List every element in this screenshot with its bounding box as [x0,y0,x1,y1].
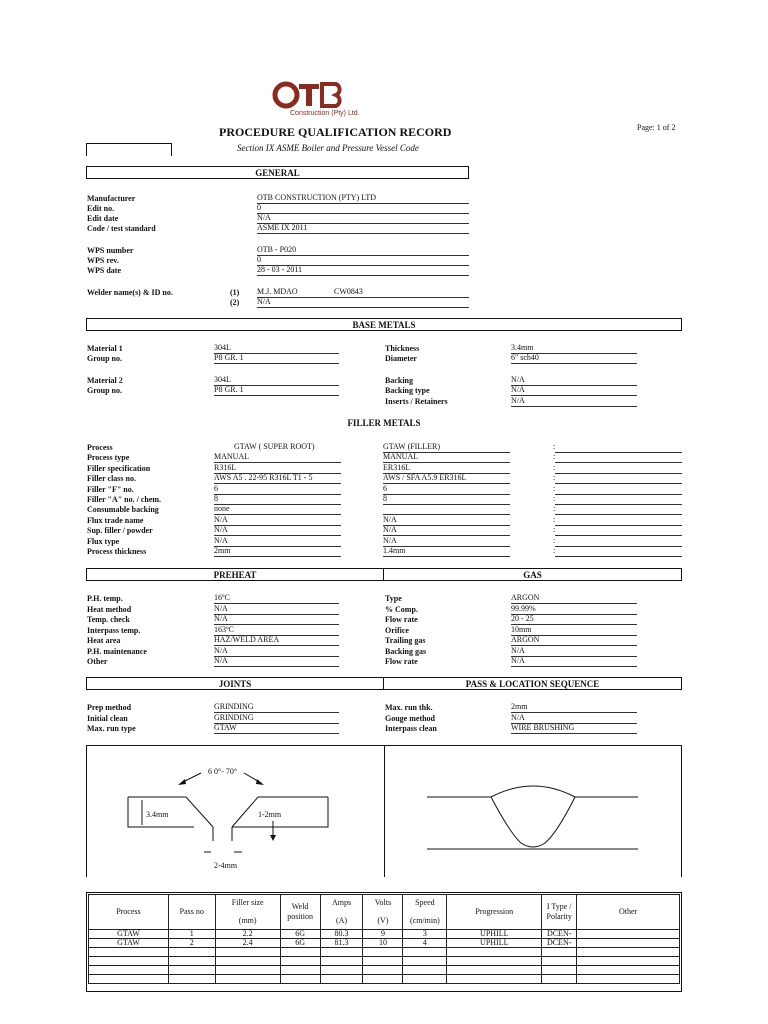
table-cell [403,966,447,975]
table-cell [577,930,680,939]
table-cell [168,957,215,966]
filler-value-1: 2mm [214,546,341,557]
table-cell: 80.3 [320,930,363,939]
base-metal-value: 304L [214,375,339,386]
filler-value-2: N/A [383,515,510,526]
filler-value-2 [383,504,510,515]
table-row [89,957,680,966]
general-label: WPS rev. [87,256,119,265]
table-cell [363,975,403,984]
base-metal-right-label: Diameter [385,354,417,363]
joint-label: Max. run type [87,724,136,733]
joint-prep-drawing [86,745,384,877]
welder2-name: N/A [257,297,469,308]
filler-value-2: N/A [383,525,510,536]
base-metal-label: Material 1 [87,344,123,353]
filler-value-2: GTAW (FILLER) [383,442,510,453]
table-cell [363,957,403,966]
table-cell [577,966,680,975]
filler-label: Flux type [87,536,120,546]
table-row [89,975,680,984]
gas-label: Flow rate [385,657,418,666]
filler-value-1: N/A [214,536,341,547]
table-cell [89,966,169,975]
table-cell [320,957,363,966]
general-value: ASME IX 2011 [257,223,469,234]
header-volts-unit: (V) [377,916,389,925]
table-cell [447,957,542,966]
table-cell [168,975,215,984]
base-metal-right-value: 6" sch40 [511,353,637,364]
filler-line-3 [555,504,682,505]
welder1-id: CW0843 [334,287,363,296]
filler-label: Filler "A" no. / chem. [87,495,162,504]
gas-label: Flow rate [385,615,418,624]
table-cell: UPHILL [447,939,542,948]
filler-value-1: none [214,504,341,515]
table-cell [89,975,169,984]
table-cell [320,975,363,984]
header-filler-unit: (mm) [238,916,257,925]
preheat-label: P.H. maintenance [87,646,147,656]
gas-value: N/A [511,646,637,657]
welder1-number: (1) [230,288,240,297]
base-metal-right-value: N/A [511,375,637,386]
gas-value: ARGON [511,593,637,604]
table-cell [215,948,280,957]
table-cell [447,948,542,957]
base-metal-right-value: N/A [511,385,637,396]
welding-parameters-table [88,894,680,984]
gas-value: ARGON [511,635,637,646]
table-cell: GTAW [89,930,169,939]
gap-label: 2-4mm [214,861,238,870]
filler-value-1: R316L [214,463,341,474]
general-label: WPS date [87,266,121,275]
header-speed-unit: (cm/min) [409,916,440,925]
table-cell [89,957,169,966]
filler-line-3 [555,452,682,453]
pass-value: 2mm [511,702,637,713]
header-speed-text: Speed [415,898,435,907]
table-cell [280,966,320,975]
base-metal-right-label: Thickness [385,344,420,353]
table-cell: 6G [280,930,320,939]
table-cell: 2.2 [215,930,280,939]
general-value: 0 [257,203,469,214]
gas-value: 10mm [511,625,637,636]
filler-label: Filler class no. [87,474,136,484]
general-label: Manufacturer [87,194,136,203]
filler-value-1: N/A [214,515,341,526]
header-volts [363,895,403,930]
page-subtitle: Section IX ASME Boiler and Pressure Vessel Code [237,143,419,153]
table-cell: DCEN- [542,939,577,948]
filler-label: Filler specification [87,463,151,473]
table-header-row [89,895,680,930]
header-weld-position: Weld position [280,895,320,930]
header-volts-text: Volts [374,898,392,907]
general-label: WPS number [87,246,134,255]
page-title: PROCEDURE QUALIFICATION RECORD [219,125,452,139]
preheat-value: N/A [214,614,339,625]
preheat-label: Other [87,657,108,666]
base-metal-value: P8 GR. 1 [214,385,339,396]
table-cell [89,948,169,957]
joints-heading: JOINTS [86,677,384,690]
gas-label: % Comp. [385,604,418,614]
page-number: Page: 1 of 2 [637,123,676,132]
base-metal-right-label: Backing type [385,386,430,395]
header-progression: Progression [447,895,542,930]
joint-label: Prep method [87,703,132,712]
table-cell [542,966,577,975]
filler-value-2: AWS / SFA A5.9 ER316L [383,473,510,484]
base-metal-value: 304L [214,343,339,354]
filler-colon: : [553,535,556,545]
filler-line-3 [555,546,682,547]
general-value: N/A [257,213,469,224]
table-cell [363,966,403,975]
thickness-label: 3.4mm [146,810,169,819]
preheat-label: Temp. check [87,615,130,624]
table-cell [403,948,447,957]
general-value: OTB CONSTRUCTION (PTY) LTD [257,193,469,204]
table-cell [577,957,680,966]
gas-label: Backing gas [385,646,427,656]
base-metal-label: Group no. [87,386,122,395]
filler-line-3 [555,514,682,515]
table-cell [577,975,680,984]
table-cell: 9 [363,930,403,939]
table-cell: 6G [280,939,320,948]
filler-value-2: ER316L [383,463,510,474]
general-value: OTB - P020 [257,245,469,256]
groove-angle-label: 6 0°- 70° [208,767,238,776]
joint-value: GTAW [214,723,339,734]
pass-value: N/A [511,713,637,724]
base-metal-right-label: Backing [385,376,414,385]
filler-value-1: AWS A5 . 22-95 R316L T1 - 5 [214,473,341,484]
table-cell: GTAW [89,939,169,948]
filler-line-3 [555,462,682,463]
preheat-label: Interpass temp. [87,625,141,635]
filler-colon: : [553,462,556,472]
gas-label: Orifice [385,625,409,635]
table-cell [280,975,320,984]
table-cell [447,975,542,984]
logo-subtitle: Construction (Pty) Ltd. [290,110,360,117]
gas-value: 20 - 25 [511,614,637,625]
table-cell: 3 [403,930,447,939]
filler-value-2: MANUAL [383,452,510,463]
table-cell [168,948,215,957]
table-cell: 4 [403,939,447,948]
general-label: Code / test standard [87,224,156,233]
filler-label: Flux trade name [87,515,144,525]
gas-value: 99.99% [511,604,637,615]
table-cell [320,966,363,975]
general-value: 28 - 03 - 2011 [257,265,469,276]
pass-sequence-drawing [385,745,681,877]
pass-label: Gouge method [385,713,435,723]
table-cell [577,948,680,957]
filler-value-1: GTAW ( SUPER ROOT) [234,442,315,451]
base-metal-label: Material 2 [87,376,123,385]
filler-label: Filler "F" no. [87,484,134,494]
filler-line-3 [555,556,682,557]
table-cell: UPHILL [447,930,542,939]
table-cell [403,957,447,966]
filler-label: Process [87,443,113,452]
table-cell: 1 [168,930,215,939]
filler-line-3 [555,494,682,495]
filler-value-1: 6 [214,484,341,495]
header-amps [320,895,363,930]
filler-colon: : [553,442,556,451]
filler-colon: : [553,525,556,535]
filler-line-3 [555,535,682,536]
preheat-heading: PREHEAT [86,568,384,581]
filler-label: Consumable backing [87,505,159,515]
joint-label: Initial clean [87,713,128,723]
header-amps-unit: (A) [335,916,348,925]
table-cell [542,948,577,957]
header-filler-size-text: Filler size [231,898,264,907]
table-cell [215,966,280,975]
preheat-value: 16ºC [214,593,339,604]
filler-value-2: N/A [383,536,510,547]
table-cell [320,948,363,957]
table-cell [215,957,280,966]
table-cell [577,939,680,948]
base-metal-right-value: N/A [511,396,637,407]
table-row [89,948,680,957]
table-cell: 2.4 [215,939,280,948]
pass-label: Interpass clean [385,724,437,733]
header-pass-no: Pass no [168,895,215,930]
filler-metals-heading: FILLER METALS [347,418,421,428]
preheat-value: HAZ/WELD AREA [214,635,339,646]
table-row [89,939,680,948]
header-box [86,143,172,156]
filler-line-3 [555,525,682,526]
filler-colon: : [553,473,556,483]
base-metal-value: P8 GR. 1 [214,353,339,364]
header-amps-text: Amps [331,898,352,907]
table-cell: DCEN- [542,930,577,939]
welder1-name: M.J. MDAO [257,287,298,296]
table-cell [280,957,320,966]
general-heading: GENERAL [86,166,469,179]
preheat-value: N/A [214,646,339,657]
table-cell [542,975,577,984]
gas-label: Trailing gas [385,636,426,645]
filler-value-2: 8 [383,494,510,505]
joint-value: GRINDING [214,702,339,713]
filler-label: Process type [87,453,130,463]
filler-colon: : [553,504,556,514]
gas-heading: GAS [383,568,682,581]
preheat-value: 163ºC [214,625,339,636]
table-cell [363,948,403,957]
header-speed [403,895,447,930]
filler-colon: : [553,452,556,462]
welder2-number: (2) [230,298,240,307]
base-metals-heading: BASE METALS [86,318,682,331]
preheat-label: P.H. temp. [87,594,123,603]
header-other: Other [577,895,680,930]
filler-value-2: 1.4mm [383,546,510,557]
header-filler-size [215,895,280,930]
table-cell: 2 [168,939,215,948]
pass-value: WIRE BRUSHING [511,723,637,734]
header-polarity: I Type / Polarity [542,895,577,930]
table-cell [542,957,577,966]
filler-colon: : [553,514,556,524]
table-cell [280,948,320,957]
preheat-label: Heat method [87,604,132,614]
filler-value-1: 8 [214,494,341,505]
welder-label: Welder name(s) & ID no. [87,288,173,297]
preheat-value: N/A [214,656,339,667]
filler-line-3 [555,483,682,484]
general-value: 0 [257,255,469,266]
joint-value: GRINDING [214,713,339,724]
pass-sequence-heading: PASS & LOCATION SEQUENCE [383,677,682,690]
filler-line-3 [555,473,682,474]
preheat-value: N/A [214,604,339,615]
table-cell [403,975,447,984]
table-cell: 81.3 [320,939,363,948]
base-metal-label: Group no. [87,354,122,363]
filler-colon: : [553,494,556,503]
filler-colon: : [553,546,556,555]
gas-label: Type [385,594,402,603]
filler-value-2: 6 [383,484,510,495]
preheat-label: Heat area [87,636,121,645]
table-cell: 10 [363,939,403,948]
table-cell [215,975,280,984]
general-label: Edit no. [87,204,115,213]
table-cell [168,966,215,975]
filler-label: Sup. filler / powder [87,526,153,536]
filler-colon: : [553,483,556,493]
filler-value-1: N/A [214,525,341,536]
filler-label: Process thickness [87,547,147,556]
base-metal-right-label: Inserts / Retainers [385,397,448,406]
gas-value: N/A [511,656,637,667]
pass-label: Max. run thk. [385,703,433,712]
header-process: Process [89,895,169,930]
land-label: 1-2mm [258,810,282,819]
filler-value-1: MANUAL [214,452,341,463]
base-metal-right-value: 3.4mm [511,343,637,354]
general-label: Edit date [87,214,119,223]
table-row [89,966,680,975]
table-cell [447,966,542,975]
